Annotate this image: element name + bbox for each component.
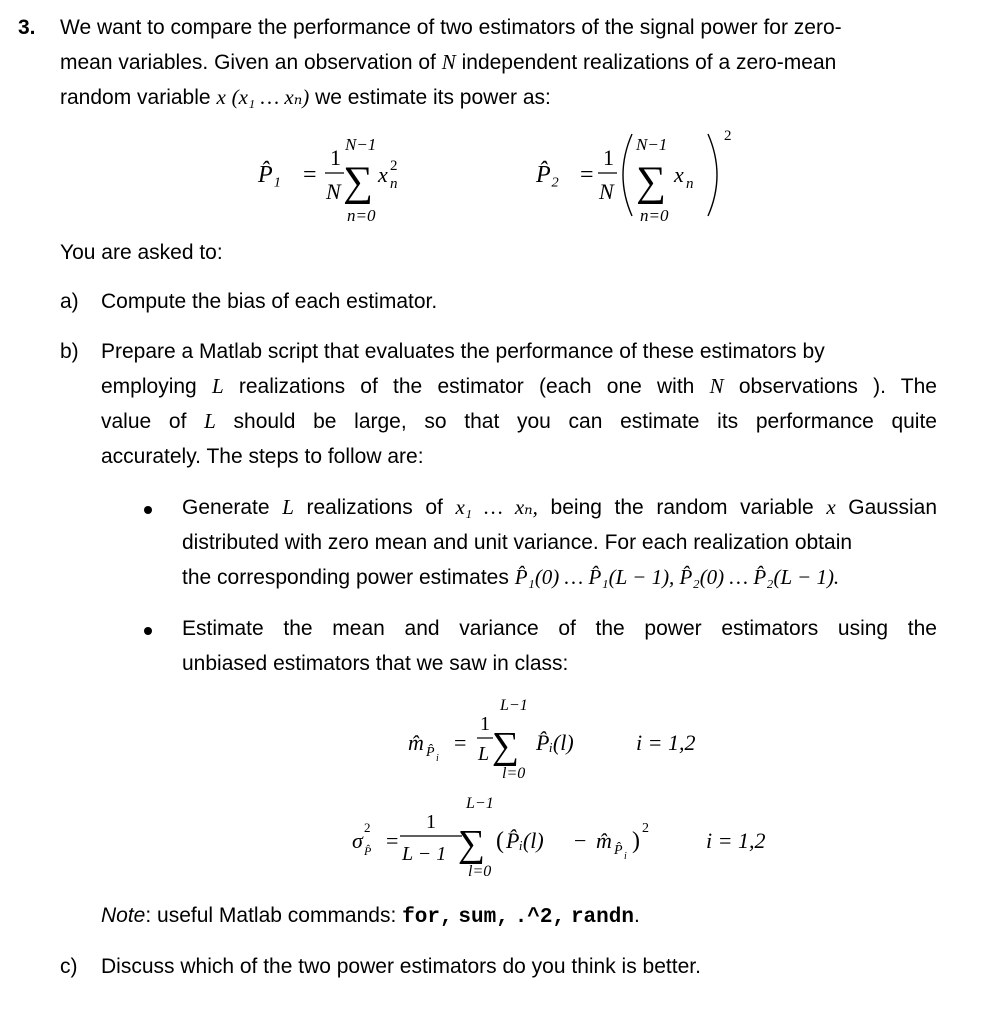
mean-subscript: P̂: [614, 843, 623, 858]
bullet-text: Gaussian: [848, 496, 938, 519]
item-c-marker: c): [60, 955, 78, 978]
subscript-n: n: [390, 176, 398, 192]
p2-lhs: P̂₂: [536, 162, 560, 188]
sum-upper-limit: L−1: [500, 697, 528, 714]
superscript-2: 2: [724, 128, 732, 144]
equals-sign: =: [580, 162, 594, 188]
intro-text: mean variables. Given an observation of: [60, 51, 436, 74]
sum-lower-limit: l=0: [502, 765, 526, 782]
symbol-x: x: [216, 85, 226, 109]
intro-text: random variable: [60, 86, 211, 109]
problem-number: 3.: [18, 16, 36, 39]
power-estimates-sequence: P̂₁(0) … P̂₁(L − 1), P̂₂(0) … P̂₂(L − 1).: [514, 565, 840, 589]
fraction-numerator: 1: [603, 145, 614, 170]
fraction-denominator: L − 1: [402, 843, 447, 865]
estimate-term: P̂ᵢ(l): [506, 828, 544, 853]
intro-line-2: [60, 45, 836, 80]
item-b-line-1: Prepare a Matlab script that evaluates the performance of these estimators by: [101, 340, 825, 363]
left-paren: [623, 134, 632, 216]
item-b-text: realizations of the estimator (each one with: [238, 375, 695, 398]
mean-subsubscript: i: [624, 851, 627, 862]
sum-symbol: ∑: [636, 159, 666, 205]
bullet-1-line-3: [182, 560, 839, 595]
symbol-x: x: [826, 495, 836, 519]
symbol-L: L: [204, 409, 216, 433]
estimate-term: P̂ᵢ(l): [536, 730, 574, 755]
item-b-line-3: [101, 404, 937, 439]
note-label: Note: [101, 904, 146, 927]
item-b-text: should be large, so that you can estimate its performance quite: [233, 410, 937, 433]
mean-subsubscript: i: [436, 753, 439, 764]
bullet-text: realizations of: [306, 496, 443, 519]
item-a-text: Compute the bias of each estimator.: [101, 290, 438, 313]
sequence-x1-xN: (x₁ … xₙ): [231, 85, 310, 109]
bullet-text: the corresponding power estimates: [182, 566, 509, 589]
symbol-L: L: [211, 374, 224, 398]
fraction-numerator: 1: [426, 811, 436, 833]
sum-symbol: ∑: [492, 725, 520, 767]
fraction-numerator: 1: [480, 713, 490, 735]
close-paren: ): [632, 828, 640, 854]
index-range: i = 1,2: [706, 828, 766, 853]
item-b-line-2: [101, 369, 937, 404]
equals-sign: =: [303, 162, 317, 188]
mean-lhs: m̂: [408, 730, 424, 755]
superscript-2: 2: [390, 158, 398, 174]
equals-sign: =: [386, 828, 399, 853]
asked-label: You are asked to:: [60, 241, 223, 264]
index-range: i = 1,2: [636, 730, 696, 755]
matlab-command: randn: [570, 906, 634, 929]
intro-text: independent realizations of a zero-mean: [461, 51, 837, 74]
note-line: [101, 898, 640, 935]
intro-line-1: We want to compare the performance of two estimators of the signal power for zero-: [60, 16, 842, 39]
note-text: : useful Matlab commands:: [145, 904, 397, 927]
bullet-1-line-2: distributed with zero mean and unit variance. For each realization obtain: [182, 531, 853, 554]
item-c-text: Discuss which of the two power estimators do you think is better.: [101, 955, 701, 978]
item-b-text: observations ). The: [738, 375, 937, 398]
item-b-marker: b): [60, 340, 79, 363]
equals-sign: =: [454, 730, 467, 755]
sum-symbol: ∑: [343, 159, 373, 205]
variance-subscript: P̂: [364, 844, 372, 858]
symbol-N: N: [441, 50, 456, 74]
subscript-n: n: [686, 176, 694, 192]
mean-subscript: P̂: [426, 745, 435, 760]
superscript-2: 2: [642, 821, 649, 836]
sum-upper-limit: N−1: [636, 135, 668, 154]
matlab-command: .^2,: [514, 906, 566, 929]
matlab-command: sum,: [458, 906, 509, 929]
fraction-denominator: N: [599, 179, 614, 204]
superscript-2: 2: [364, 820, 371, 835]
fraction-numerator: 1: [330, 145, 341, 170]
p1-lhs: P̂₁: [258, 162, 282, 188]
bullet-dot: [144, 627, 152, 635]
sum-upper-limit: L−1: [466, 795, 494, 812]
symbol-L: L: [282, 495, 294, 519]
item-b-text: employing: [101, 375, 197, 398]
mean-variance-equations: [0, 690, 981, 890]
power-estimator-equations: [0, 120, 981, 230]
right-paren: [708, 134, 717, 216]
note-end: .: [633, 904, 640, 927]
item-a-marker: a): [60, 290, 79, 313]
sum-lower-limit: l=0: [468, 863, 492, 880]
bullet-dot: [144, 506, 152, 514]
bullet-2-line-2: unbiased estimators that we saw in class:: [182, 652, 569, 675]
mean-term: m̂: [596, 828, 612, 853]
variance-lhs: σ: [352, 828, 363, 853]
item-b-line-4: accurately. The steps to follow are:: [101, 445, 424, 468]
bullet-1-line-1: [182, 490, 937, 525]
intro-line-3: [60, 80, 551, 115]
x-variable: x: [378, 162, 388, 187]
bullet-text: Generate: [182, 496, 270, 519]
item-b-text: value of: [101, 410, 187, 433]
sum-lower-limit: n=0: [347, 206, 376, 225]
open-paren: (: [496, 828, 504, 854]
sum-upper-limit: N−1: [345, 135, 377, 154]
matlab-command: for,: [402, 906, 453, 929]
sum-lower-limit: n=0: [640, 206, 669, 225]
bullet-text: being the random variable: [550, 496, 814, 519]
minus-sign: −: [574, 828, 587, 853]
x-variable: x: [674, 162, 684, 187]
symbol-N: N: [709, 374, 724, 398]
fraction-denominator: N: [326, 179, 341, 204]
fraction-denominator: L: [478, 743, 490, 765]
bullet-2-line-1: Estimate the mean and variance of the power estimators using the: [182, 617, 937, 640]
intro-text: we estimate its power as:: [315, 86, 551, 109]
sum-symbol: ∑: [458, 823, 486, 865]
sequence-x1-xN: x₁ … xₙ,: [455, 495, 538, 519]
